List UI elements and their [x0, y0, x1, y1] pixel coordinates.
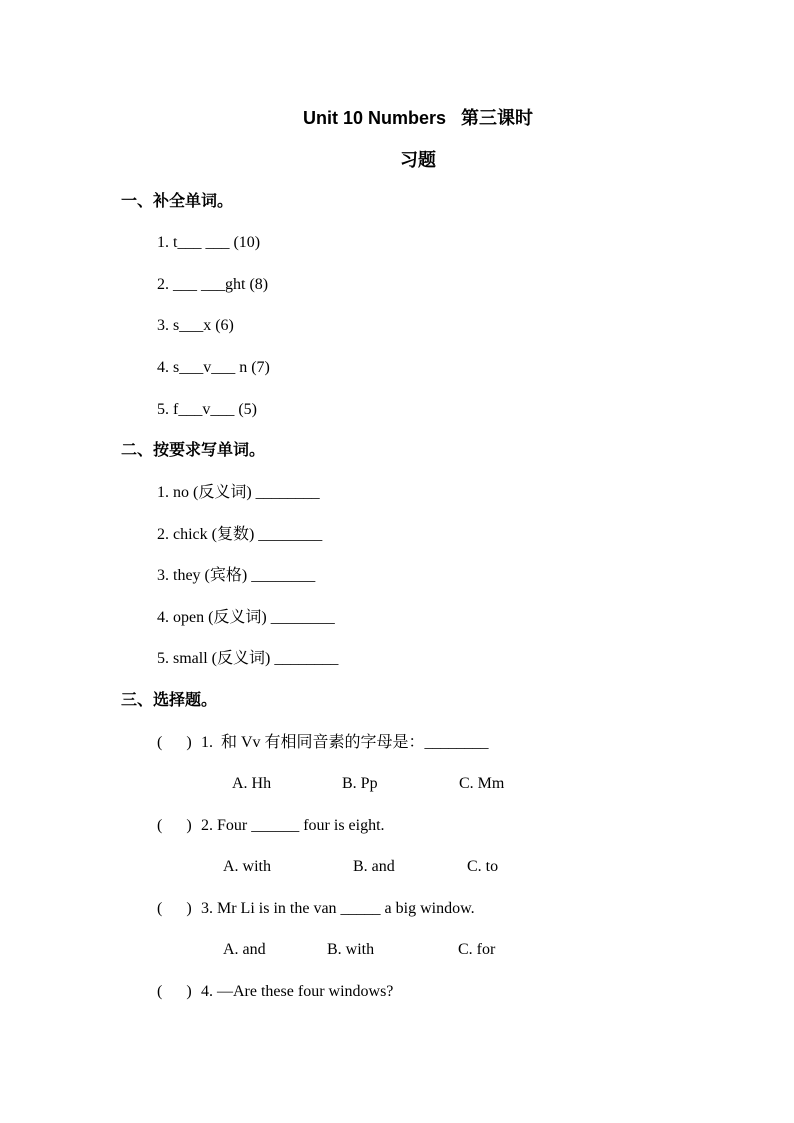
- answer-paren-1: ( ): [157, 734, 192, 751]
- question-text-3: 3. Mr Li is in the van _____ a big window.: [201, 900, 475, 917]
- option-3c: C. for: [458, 941, 496, 958]
- option-2a: A. with: [223, 858, 271, 875]
- option-2b: B. and: [353, 858, 395, 875]
- page-title: Unit 10 Numbers 第三课时: [302, 108, 534, 128]
- option-1b: B. Pp: [342, 775, 378, 792]
- question-text-2: 2. Four ______ four is eight.: [201, 817, 385, 834]
- write-word-item-4: 4. open (反义词) ________: [157, 609, 335, 626]
- write-word-item-2: 2. chick (复数) ________: [157, 526, 323, 543]
- answer-paren-3: ( ): [157, 900, 192, 917]
- option-1c: C. Mm: [459, 775, 505, 792]
- write-word-item-5: 5. small (反义词) ________: [157, 650, 339, 667]
- answer-paren-2: ( ): [157, 817, 192, 834]
- section-heading-1: 一、补全单词。: [121, 191, 234, 210]
- write-word-item-3: 3. they (宾格) ________: [157, 567, 316, 584]
- fill-word-item-4: 4. s___v___ n (7): [157, 359, 270, 376]
- fill-word-item-1: 1. t___ ___ (10): [157, 234, 261, 251]
- question-text-1: 1. 和 Vv 有相同音素的字母是：________: [201, 734, 489, 751]
- option-3a: A. and: [223, 941, 266, 958]
- section-heading-3: 三、选择题。: [121, 690, 218, 709]
- fill-word-item-3: 3. s___x (6): [157, 317, 234, 334]
- fill-word-item-5: 5. f___v___ (5): [157, 401, 257, 418]
- section-heading-2: 二、按要求写单词。: [121, 440, 266, 459]
- page-subtitle: 习题: [400, 150, 436, 170]
- option-3b: B. with: [327, 941, 375, 958]
- option-2c: C. to: [467, 858, 499, 875]
- option-1a: A. Hh: [232, 775, 272, 792]
- write-word-item-1: 1. no (反义词) ________: [157, 484, 320, 501]
- question-text-4: 4. —Are these four windows?: [201, 983, 394, 1000]
- answer-paren-4: ( ): [157, 983, 192, 1000]
- fill-word-item-2: 2. ___ ___ght (8): [157, 276, 269, 293]
